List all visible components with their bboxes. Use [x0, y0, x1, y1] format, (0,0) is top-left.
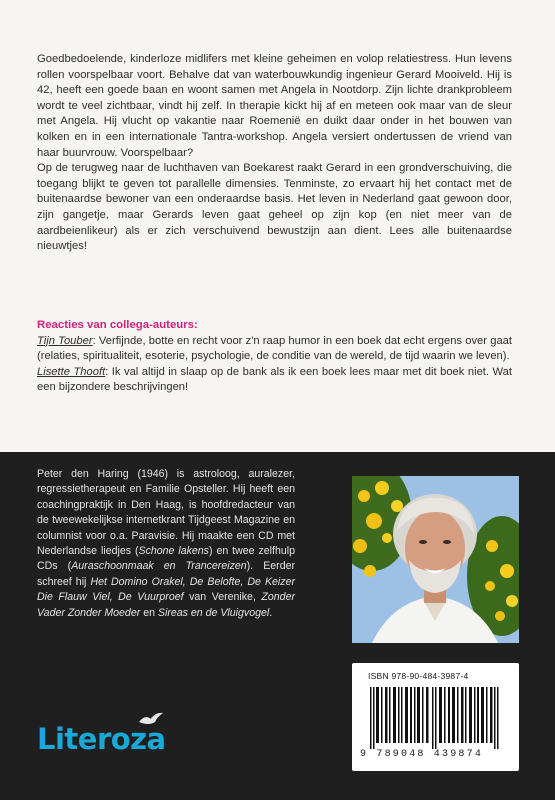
- blurb-paragraph-2: Op de terugweg naar de luchthaven van Boekarest raakt Gerard in een grondverschuiving, die toegang blijkt te geven tot parallelle dimensies. Tenminste, zo ervaart hij het contact met de buitenaardse bewoner van een onderaardse basis. Het leven in Nederland gaat gewoon door, zijn gangetje, maar Gerards leven gaat geheel op zijn kop (en niet meer van de aardbeienlikeur) als er zich verschuivend bewustzijn aan dient. Lees alle buitenaardse nieuwtjes!: [37, 162, 512, 253]
- bio-cd-title: Schone lakens: [138, 545, 209, 558]
- back-cover-bottom-panel: [0, 452, 555, 800]
- bio-books-title: Zonder Vader Zonder Moeder: [37, 591, 295, 619]
- isbn-barcode-block: [352, 663, 519, 771]
- barcode-number: 9 789048 439874: [360, 749, 484, 760]
- bio-books-title: Sireas en de Vluigvogel: [157, 606, 270, 619]
- blurb-paragraph-1: Goedbedoelende, kinderloze midlifers met kleine geheimen en volop relatiestress. Hun levens rollen voorspelbaar voort. Behalve dat van waterbouwkundig ingenieur Gerard Mooiveld. Hij is 42, heeft een goede baan en woont samen met Angela in Nootdorp. Zijn lichte drankprobleem wordt te veel zichtbaar, vindt hij zelf. In therapie kickt hij af en meteen ook maar van de sleur met Angela. Hij vlucht op vakantie naar Roemenië en duikt daar onder in het bouwen van kolken en in een internationale Tantra-workshop. Angela versiert ondertussen de vriend van haar buurvrouw. Voorspelbaar?: [37, 53, 512, 159]
- author-reviews: [37, 318, 512, 396]
- book-blurb: [37, 52, 512, 255]
- reviewer-name: Tijn Touber: [37, 334, 93, 347]
- review-item: [37, 334, 512, 365]
- publisher-logo: [37, 710, 207, 770]
- bio-text: en: [140, 606, 158, 619]
- author-biography: [37, 467, 295, 621]
- reviewer-name: Lisette Thooft: [37, 365, 106, 378]
- review-item: [37, 365, 512, 396]
- bio-text: van Verenike,: [183, 591, 262, 604]
- barcode: [362, 687, 509, 749]
- bio-text: .: [269, 606, 273, 619]
- bio-text: Peter den Haring (1946) is astroloog, auralezer, regressietherapeut en Familie Opsteller. Hij heeft een coachingpraktijk in Den Haag, is hoofdredacteur van de tweewekelijkse internetkrant Tijdgeest Magazine en columnist voor o.a. Paravisie. Hij maakte een CD met Nederlandse liedjes (: [37, 468, 295, 558]
- bio-cds-title: Auraschoonmaak en Trancereizen: [71, 560, 247, 573]
- bio-books-title: Het Domino Orakel, De Belofte, De Keizer Die Flauw Viel, De Vuurproef: [37, 575, 295, 604]
- review-text: : Verfijnde, botte en recht voor z'n raap humor in een boek dat echt ergens over gaat (relaties, spiritualiteit, esoterie, psychologie, de conditie van de wereld, de tijd waarin we leven).: [37, 334, 512, 363]
- author-photo: [352, 476, 519, 643]
- bio-text: ) en twee zelfhulp CDs (: [37, 545, 295, 573]
- reviews-heading: Reacties van collega-auteurs:: [37, 319, 198, 331]
- review-text: : Ik val altijd in slaap op de bank als ik een boek lees maar met dit boek niet. Wat een bijzondere beschrijvingen!: [37, 365, 512, 394]
- publisher-name: Literoza: [37, 722, 166, 756]
- bio-text: ). Eerder schreef hij: [37, 560, 296, 588]
- isbn-label: ISBN 978-90-484-3987-4: [368, 671, 469, 681]
